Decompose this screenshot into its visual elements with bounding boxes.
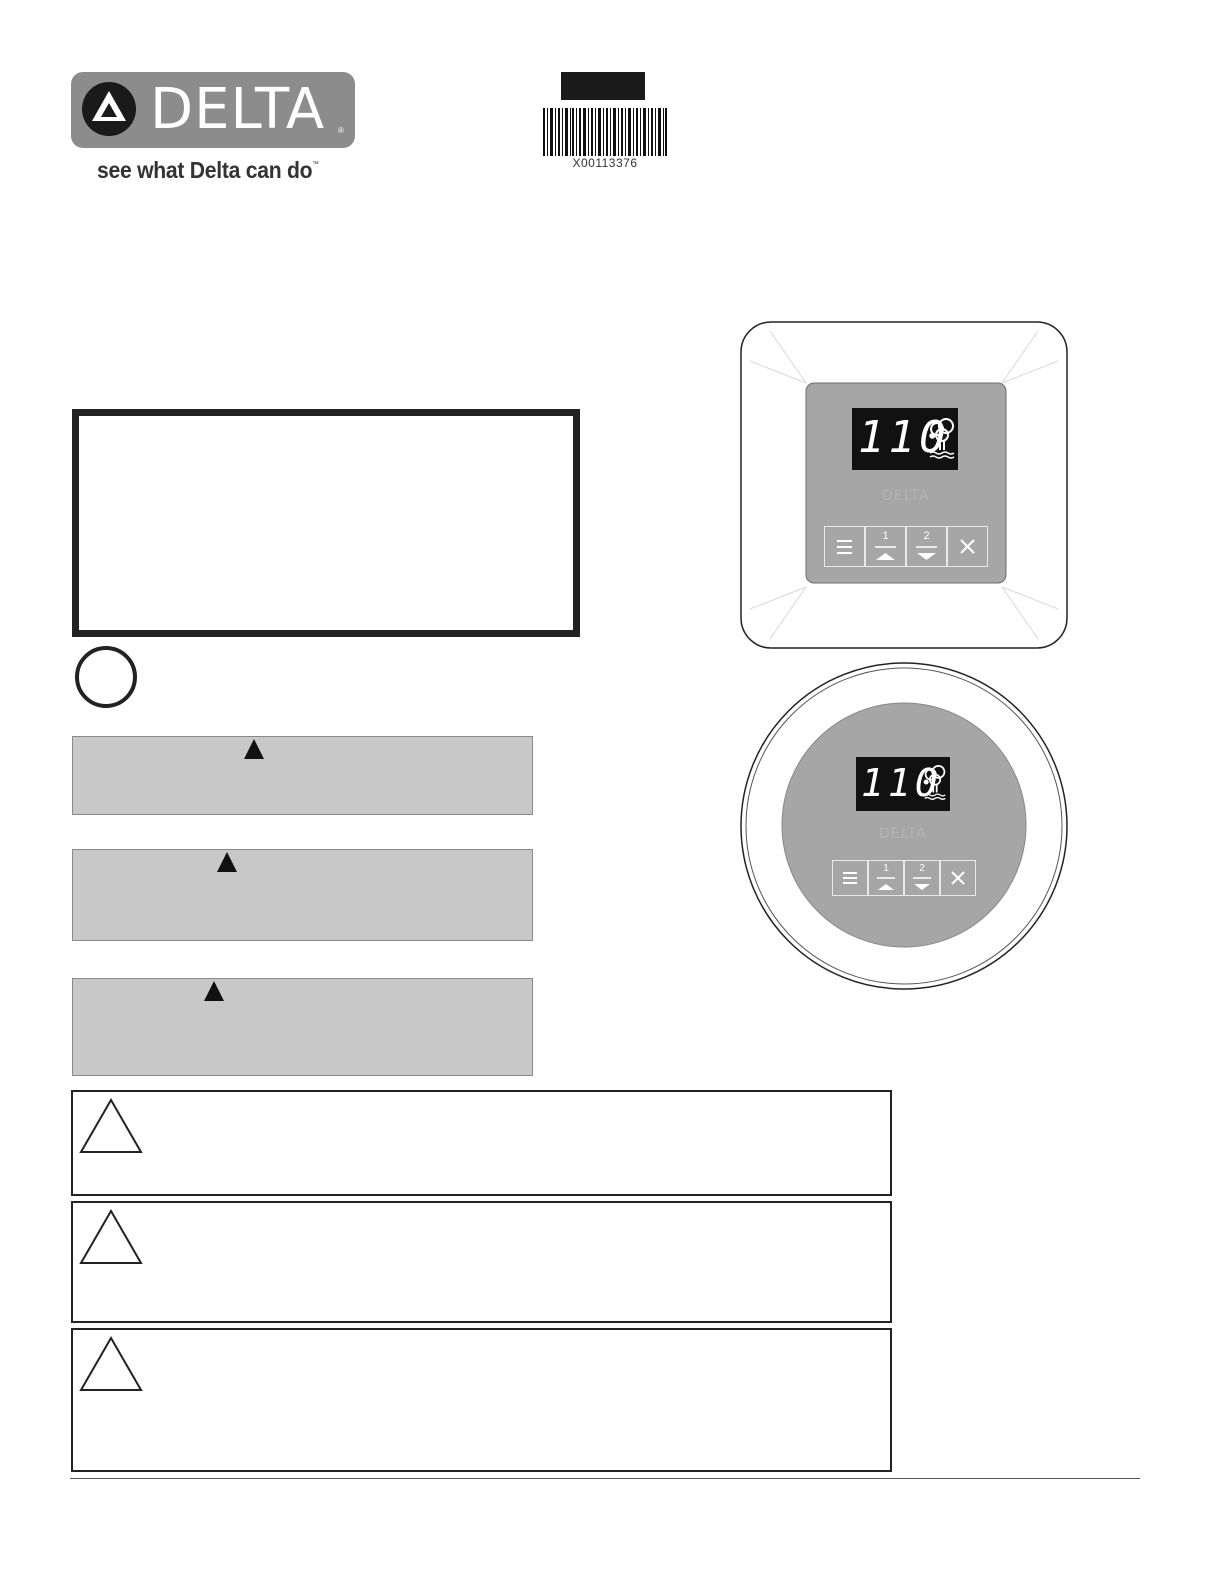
close-button[interactable] [947,526,988,567]
down-arrow-icon [907,527,946,566]
logo-registered-mark: ® [338,126,344,135]
square-steam-control [740,321,1068,649]
down-button-number: 2 [919,863,925,874]
panel-brand: DELTA [882,488,930,504]
warning-box-2 [71,1201,892,1323]
down-button[interactable] [906,526,947,567]
down-button-number: 2 [923,530,930,542]
barcode-number: X00113376 [572,156,638,170]
notice-box-2 [72,849,533,941]
up-button[interactable] [865,526,906,567]
barcode-label-bar [561,72,645,100]
menu-button[interactable] [832,860,868,896]
steam-icon [928,417,956,461]
menu-button[interactable] [824,526,865,567]
close-icon [941,861,975,895]
menu-icon [825,527,864,566]
barcode-icon [543,108,667,156]
notice-box-1 [72,736,533,815]
footer-rule [70,1478,1140,1479]
temperature-readout: 110 [858,412,950,463]
warning-box-3 [71,1328,892,1472]
round-steam-control [739,661,1069,991]
up-arrow-icon [869,861,903,895]
close-icon [948,527,987,566]
product-title-frame [72,409,580,637]
up-button-number: 1 [883,863,889,874]
steam-icon [923,763,947,803]
logo-tagline: see what Delta can do™ [97,157,319,183]
warning-triangle-icon [79,1098,143,1154]
warning-triangle-icon [244,739,264,759]
warning-triangle-icon [79,1209,143,1265]
close-button[interactable] [940,860,976,896]
notice-box-3 [72,978,533,1076]
temperature-readout: 110 [861,761,942,805]
up-arrow-icon [866,527,905,566]
logo-wordmark: DELTA [150,77,326,142]
warning-triangle-icon [217,852,237,872]
menu-icon [833,861,867,895]
up-button-number: 1 [882,530,889,542]
delta-logo-icon [81,81,137,137]
circle-symbol [75,646,137,708]
square-trim-plate [740,321,1068,649]
warning-box-1 [71,1090,892,1196]
warning-triangle-icon [204,981,224,1001]
down-arrow-icon [905,861,939,895]
down-button[interactable] [904,860,940,896]
panel-brand: DELTA [879,826,927,842]
up-button[interactable] [868,860,904,896]
warning-triangle-icon [79,1336,143,1392]
